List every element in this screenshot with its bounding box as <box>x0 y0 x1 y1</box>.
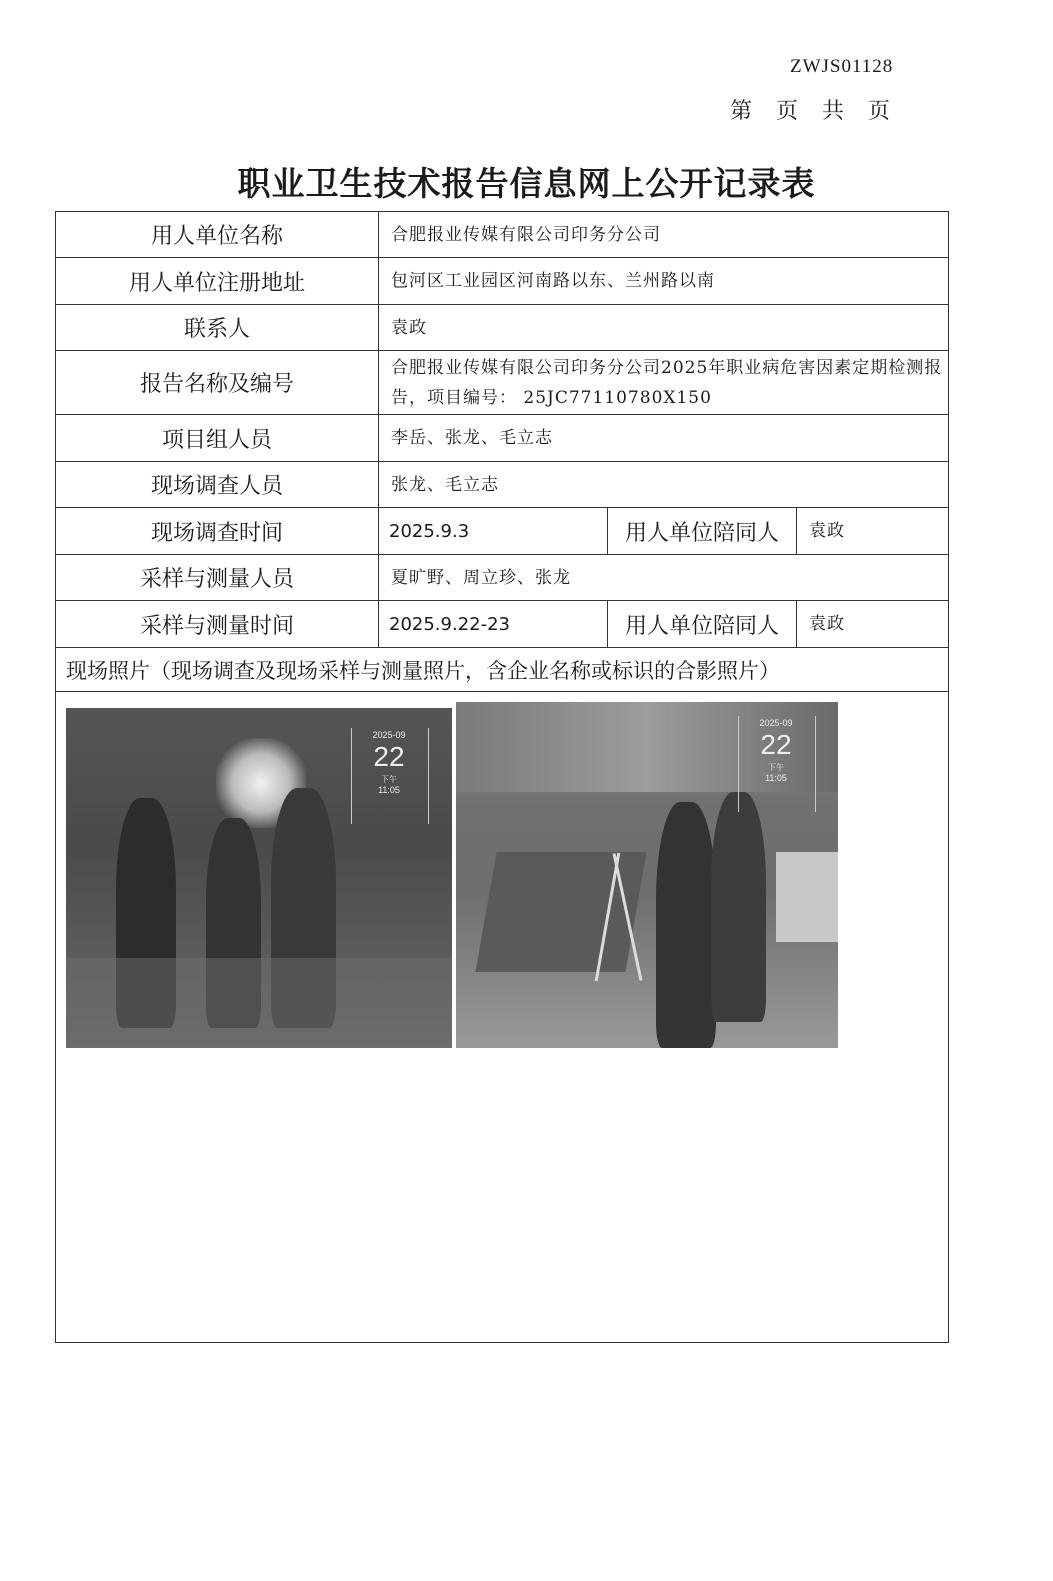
label-sampling-escort: 用人单位陪同人 <box>608 601 797 648</box>
row-team <box>56 415 949 462</box>
page-label-ye: 页 <box>776 99 805 124</box>
row-survey-time <box>56 508 949 555</box>
photos-area <box>56 692 949 1343</box>
row-survey-staff <box>56 462 949 508</box>
value-contact: 袁政 <box>379 305 949 351</box>
photo2-month: 2025-09 <box>759 718 793 728</box>
row-sampling-staff <box>56 555 949 601</box>
label-survey-time: 现场调查时间 <box>56 508 379 555</box>
row-employer-address <box>56 258 949 305</box>
page-label-ye2: 页 <box>868 99 897 124</box>
row-photos <box>56 692 949 1343</box>
photo1-day: 22 <box>373 741 405 772</box>
value-sampling-time: 2025.9.22-23 <box>379 601 608 648</box>
value-report: 合肥报业传媒有限公司印务分公司2025年职业病危害因素定期检测报告，项目编号： 25JC77110780X150 <box>379 351 949 415</box>
label-sampling-time: 采样与测量时间 <box>56 601 379 648</box>
label-employer-name: 用人单位名称 <box>56 212 379 258</box>
label-contact: 联系人 <box>56 305 379 351</box>
value-team: 李岳、张龙、毛立志 <box>379 415 949 462</box>
site-photo-group <box>66 708 452 1048</box>
page-title: 职业卫生技术报告信息网上公开记录表 <box>237 164 816 203</box>
photo1-time: 11:05 <box>378 785 400 795</box>
value-survey-escort: 袁政 <box>797 508 949 555</box>
value-employer-name: 合肥报业传媒有限公司印务分公司 <box>379 212 949 258</box>
record-table <box>55 211 949 1343</box>
photo1-month: 2025-09 <box>372 730 406 740</box>
site-photo-sampling <box>456 702 838 1048</box>
page-label-di: 第 <box>730 99 759 124</box>
label-sampling-staff: 采样与测量人员 <box>56 555 379 601</box>
row-employer-name <box>56 212 949 258</box>
photo1-ampm: 下午 <box>381 775 397 784</box>
photo-heading: 现场照片（现场调查及现场采样与测量照片，含企业名称或标识的合影照片） <box>56 648 949 692</box>
value-sampling-escort: 袁政 <box>797 601 949 648</box>
row-sampling-time <box>56 601 949 648</box>
row-contact <box>56 305 949 351</box>
label-report: 报告名称及编号 <box>56 351 379 415</box>
value-survey-time: 2025.9.3 <box>379 508 608 555</box>
value-sampling-staff: 夏旷野、周立珍、张龙 <box>379 555 949 601</box>
page-number <box>730 94 914 125</box>
photo2-day: 22 <box>760 729 792 760</box>
value-survey-staff: 张龙、毛立志 <box>379 462 949 508</box>
page-label-gong: 共 <box>822 99 851 124</box>
label-team: 项目组人员 <box>56 415 379 462</box>
value-employer-address: 包河区工业园区河南路以东、兰州路以南 <box>379 258 949 305</box>
label-survey-staff: 现场调查人员 <box>56 462 379 508</box>
photo2-time: 11:05 <box>765 773 787 783</box>
photo2-timestamp <box>738 718 814 783</box>
photo2-ampm: 下午 <box>768 763 784 772</box>
photo1-timestamp <box>351 730 427 795</box>
row-report <box>56 351 949 415</box>
label-employer-address: 用人单位注册地址 <box>56 258 379 305</box>
document-code: ZWJS01128 <box>790 56 894 77</box>
row-photo-heading <box>56 648 949 692</box>
label-survey-escort: 用人单位陪同人 <box>608 508 797 555</box>
